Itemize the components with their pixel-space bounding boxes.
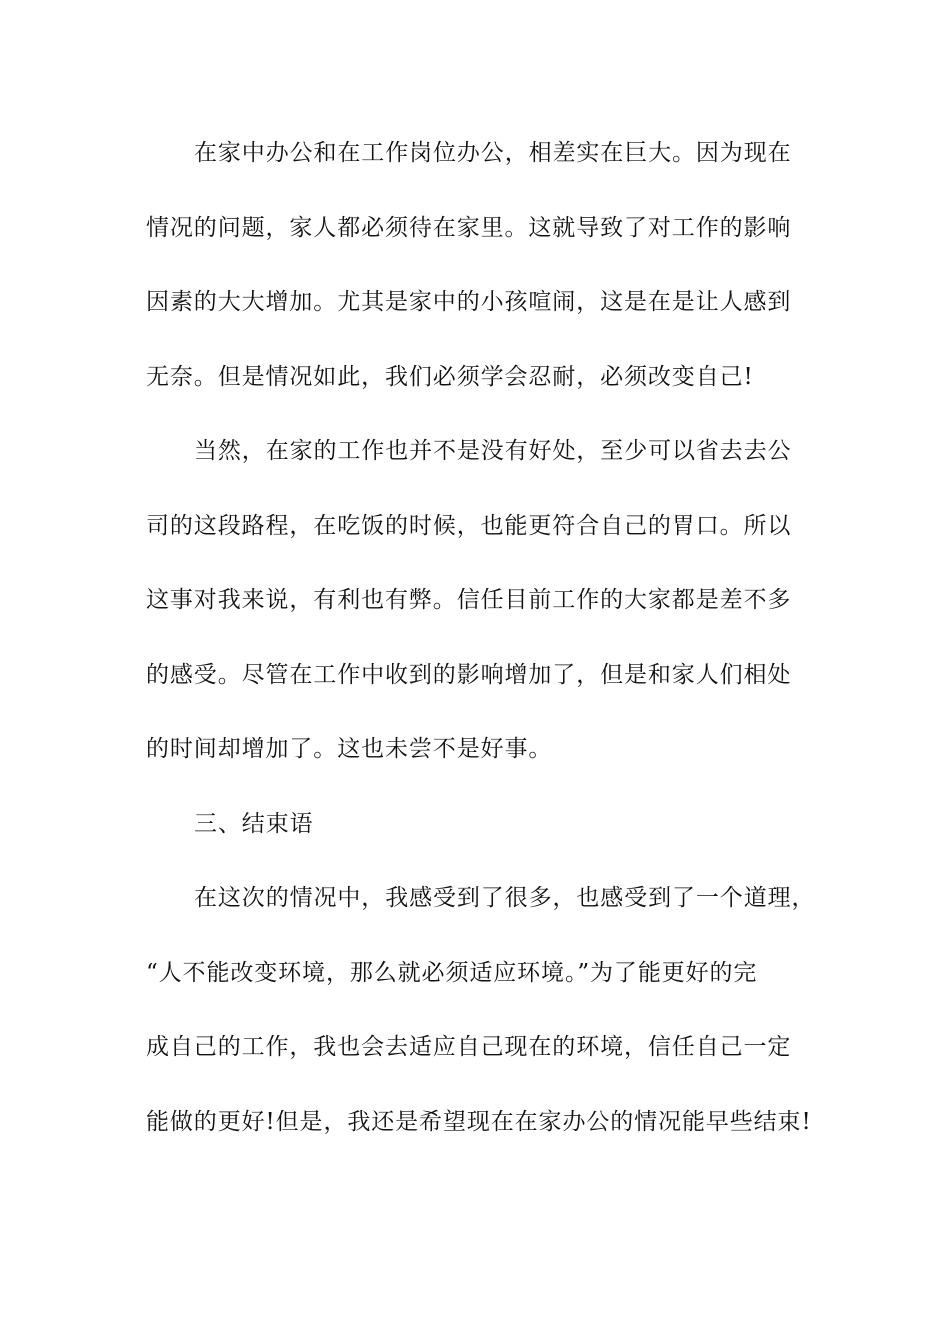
text-line: 的感受。尽管在工作中收到的影响增加了，但是和家人们相处 (146, 661, 792, 688)
text-line: 成自己的工作，我也会去适应自己现在的环境，信任自己一定 (146, 1034, 792, 1060)
text-line: 在家中办公和在工作岗位办公，相差实在巨大。因为现在 (194, 140, 792, 166)
text-line: 因素的大大增加。尤其是家中的小孩喧闹，这是在是让人感到 (146, 289, 792, 315)
text-line: 当然，在家的工作也并不是没有好处，至少可以省去去公 (194, 438, 792, 464)
text-line: 这事对我来说，有利也有弊。信任目前工作的大家都是差不多 (146, 587, 792, 613)
text-line: 在这次的情况中，我感受到了很多，也感受到了一个道理， (194, 885, 816, 911)
text-line: 能做的更好!但是，我还是希望现在在家办公的情况能早些结束! (146, 1108, 812, 1135)
text-line: 司的这段路程，在吃饭的时候，也能更符合自己的胃口。所以 (146, 512, 792, 539)
text-line: “人不能改变环境，那么就必须适应环境。”为了能更好的完 (146, 959, 758, 986)
document-body (146, 128, 816, 1171)
text-line: 情况的问题，家人都必须待在家里。这就导致了对工作的影响 (146, 214, 792, 241)
text-line: 的时间却增加了。这也未尝不是好事。 (146, 736, 553, 762)
text-line: 无奈。但是情况如此，我们必须学会忍耐，必须改变自己! (146, 363, 754, 390)
paragraph-benefits (146, 426, 811, 799)
paragraph-conclusion (146, 873, 816, 1171)
section-heading: 三、结束语 (194, 810, 314, 837)
paragraph-home-office (146, 128, 811, 426)
section-heading-conclusion (146, 799, 811, 874)
